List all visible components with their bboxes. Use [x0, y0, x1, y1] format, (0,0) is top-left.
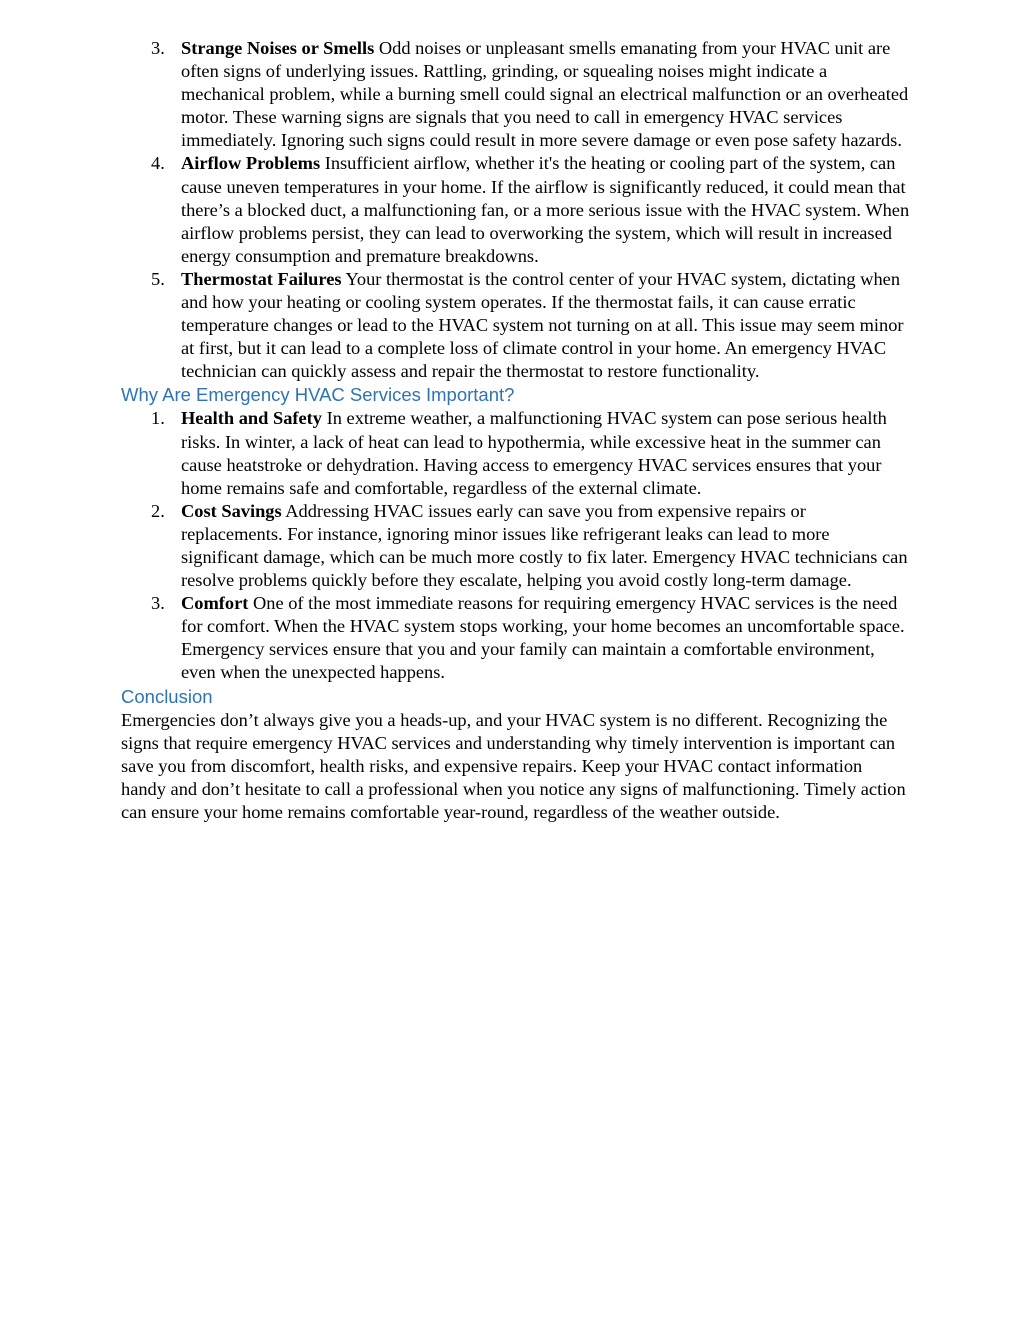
- list-item-title: Health and Safety: [181, 408, 323, 429]
- list-item-title: Comfort: [181, 593, 249, 614]
- list-item-text: In extreme weather, a malfunctioning HVAC system can pose serious health risks. In winter, a lack of heat can lead to hypothermia, while excessive heat in the summer can cause heatstroke or dehydration. Having access to emergency HVAC services ensures that your home remains safe and comfortable, regardless of the external climate.: [181, 408, 887, 498]
- list-item: [121, 268, 911, 383]
- list-item: [121, 407, 911, 499]
- conclusion-paragraph: Emergencies don’t always give you a heads-up, and your HVAC system is no different. Recognizing the signs that require emergency HVAC services and understanding why timely intervention is important can save you from discomfort, health risks, and expensive repairs. Keep your HVAC contact information handy and don’t hesitate to call a professional when you notice any signs of malfunctioning. Timely action can ensure your home remains comfortable year-round, regardless of the weather outside.: [121, 709, 906, 822]
- list-item-title: Strange Noises or Smells: [181, 38, 375, 58]
- list-number: 3.: [151, 593, 165, 614]
- list-number: 2.: [151, 500, 165, 521]
- list-item-text: Odd noises or unpleasant smells emanating from your HVAC unit are often signs of underlying issues. Rattling, grinding, or squealing noises might indicate a mechanical problem, while a burning smell could signal an electrical malfunction or an overheated motor. These warning signs are signals that you need to call in emergency HVAC services immediately. Ignoring such signs could result in more severe damage or even pose safety hazards.: [181, 38, 909, 151]
- list-item-text: Addressing HVAC issues early can save you from expensive repairs or replacements. For instance, ignoring minor issues like refrigerant leaks can lead to more significant damage, which can be much more costly to fix later. Emergency HVAC technicians can resolve problems quickly before they escalate, helping you avoid costly long-term damage.: [181, 500, 908, 591]
- list-item-title: Cost Savings: [181, 500, 282, 521]
- list-number: 3.: [151, 38, 165, 58]
- why-important-list: [121, 407, 911, 684]
- why-important-heading: Why Are Emergency HVAC Services Important?: [121, 384, 515, 406]
- document-page: [121, 37, 911, 824]
- list-item-text: Insufficient airflow, whether it's the heating or cooling part of the system, can cause uneven temperatures in your home. If the airflow is significantly reduced, it could mean that there’s a blocked duct, a malfunctioning fan, or a more serious issue with the HVAC system. When airflow problems persist, they can lead to overworking the system, which will result in increased energy consumption and premature breakdowns.: [181, 153, 910, 266]
- list-item: [121, 37, 911, 152]
- list-number: 5.: [151, 268, 165, 289]
- list-item: [121, 592, 911, 684]
- list-item-title: Airflow Problems: [181, 153, 321, 174]
- list-item-text: Your thermostat is the control center of your HVAC system, dictating when and how your heating or cooling system operates. If the thermostat fails, it can cause erratic temperature changes or lead to the HVAC system not turning on at all. This issue may seem minor at first, but it can lead to a complete loss of climate control in your home. An emergency HVAC technician can quickly assess and repair the thermostat to restore functionality.: [181, 268, 904, 382]
- warning-signs-list: [121, 37, 911, 383]
- list-item-title: Thermostat Failures: [181, 268, 342, 289]
- list-number: 4.: [151, 153, 165, 174]
- conclusion-heading: Conclusion: [121, 685, 213, 707]
- list-number: 1.: [151, 408, 165, 429]
- list-item-text: One of the most immediate reasons for requiring emergency HVAC services is the need for comfort. When the HVAC system stops working, your home becomes an uncomfortable space. Emergency services ensure that you and your family can maintain a comfortable environment, even when the unexpected happens.: [181, 593, 905, 683]
- list-item: [121, 500, 911, 592]
- list-item: [121, 152, 911, 267]
